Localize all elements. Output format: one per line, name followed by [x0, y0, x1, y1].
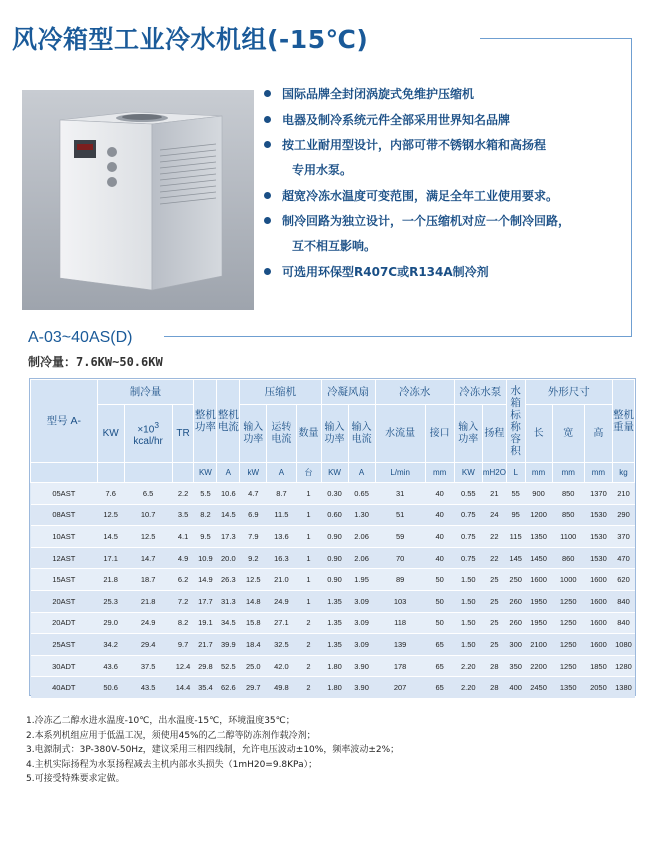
table-cell: 55 — [506, 483, 525, 505]
table-cell: 1 — [296, 526, 321, 548]
table-cell: 2.20 — [454, 677, 482, 699]
feature-text: 国际品牌全封闭涡旋式免维护压缩机 — [282, 87, 475, 101]
table-cell: 2.06 — [348, 526, 375, 548]
chiller-unit-image — [22, 90, 254, 310]
table-cell: 6.9 — [240, 504, 267, 526]
feature-text: 可选用环保型R407C或R134A制冷剂 — [282, 264, 489, 279]
model-cell: 15AST — [31, 569, 98, 591]
table-cell: 65 — [425, 655, 454, 677]
table-cell: 2.06 — [348, 547, 375, 569]
table-cell: 14.5 — [217, 504, 240, 526]
unit-cell: mm — [525, 463, 552, 483]
feature-item — [262, 112, 570, 128]
table-cell: 50 — [425, 569, 454, 591]
table-row — [31, 655, 635, 677]
table-cell: 40 — [425, 483, 454, 505]
table-cell: 18.4 — [240, 634, 267, 656]
table-cell: 1.35 — [321, 590, 348, 612]
table-cell: 3.90 — [348, 655, 375, 677]
subheader-pump-power: 输入功率 — [454, 405, 482, 463]
table-cell: 24 — [482, 504, 506, 526]
table-row — [31, 612, 635, 634]
table-cell: 28 — [482, 655, 506, 677]
unit-cell-empty — [31, 463, 98, 483]
table-row — [31, 526, 635, 548]
unit-cell: A — [348, 463, 375, 483]
model-cell: 08AST — [31, 504, 98, 526]
table-cell: 13.6 — [267, 526, 296, 548]
table-cell: 24.9 — [124, 612, 172, 634]
model-cell: 40ADT — [31, 677, 98, 699]
table-cell: 2 — [296, 655, 321, 677]
table-cell: 1380 — [612, 677, 634, 699]
subheader-length: 长 — [525, 405, 552, 463]
table-cell: 1850 — [584, 655, 612, 677]
feature-text: 电器及制冷系统元件全部采用世界知名品牌 — [282, 112, 511, 127]
table-cell: 260 — [506, 590, 525, 612]
table-cell: 25 — [482, 612, 506, 634]
table-cell: 0.75 — [454, 547, 482, 569]
unit-cell-empty — [172, 463, 194, 483]
subheader-kcal-unit: kcal/hr — [133, 436, 163, 448]
table-cell: 3.90 — [348, 677, 375, 699]
note-line: 5.可接受特殊要求定做。 — [26, 774, 125, 784]
table-cell: 2.2 — [172, 483, 194, 505]
table-cell: 14.8 — [240, 590, 267, 612]
spec-table-body — [31, 483, 635, 699]
note-line: 1.冷冻乙二醇水进水温度-10℃，出水温度-15℃，环境温度35℃； — [26, 716, 295, 726]
table-cell: 21.0 — [267, 569, 296, 591]
table-cell: 178 — [375, 655, 425, 677]
table-cell: 35.4 — [194, 677, 217, 699]
table-cell: 11.5 — [267, 504, 296, 526]
table-cell: 29.4 — [124, 634, 172, 656]
feature-item — [262, 213, 570, 254]
table-cell: 39.9 — [217, 634, 240, 656]
table-cell: 2100 — [525, 634, 552, 656]
table-cell: 29.8 — [194, 655, 217, 677]
model-cell: 20ADT — [31, 612, 98, 634]
table-cell: 1450 — [525, 547, 552, 569]
table-cell: 0.60 — [321, 504, 348, 526]
table-cell: 25 — [482, 634, 506, 656]
unit-cell: mm — [425, 463, 454, 483]
table-cell: 1530 — [584, 526, 612, 548]
table-cell: 70 — [375, 547, 425, 569]
table-cell: 7.9 — [240, 526, 267, 548]
note-line: 3.电源制式：3P-380V-50Hz，建议采用三相四线制，允许电压波动±10%，频率波动±2%； — [26, 745, 400, 755]
table-cell: 1.80 — [321, 677, 348, 699]
note-line: 4.主机实际扬程为水泵扬程减去主机内部水头损失（1mH20=9.8KPa）； — [26, 759, 318, 770]
table-cell: 0.65 — [348, 483, 375, 505]
subheader-comp-current: 运转电流 — [267, 405, 296, 463]
table-cell: 16.3 — [267, 547, 296, 569]
header-weight: 整机重量 — [612, 380, 634, 463]
table-cell: 1 — [296, 504, 321, 526]
table-cell: 43.5 — [124, 677, 172, 699]
table-cell: 290 — [612, 504, 634, 526]
bullet-icon — [264, 268, 271, 275]
table-cell: 1600 — [584, 634, 612, 656]
table-cell: 1.80 — [321, 655, 348, 677]
table-row — [31, 483, 635, 505]
subheader-width: 宽 — [552, 405, 584, 463]
feature-text: 制冷回路为独立设计，一个压缩机对应一个制冷回路， — [282, 214, 571, 228]
table-cell: 1 — [296, 483, 321, 505]
table-cell: 62.6 — [217, 677, 240, 699]
table-cell: 4.9 — [172, 547, 194, 569]
table-cell: 1600 — [584, 590, 612, 612]
table-cell: 89 — [375, 569, 425, 591]
table-cell: 1 — [296, 569, 321, 591]
unit-cell: mm — [584, 463, 612, 483]
table-row — [31, 547, 635, 569]
table-cell: 2200 — [525, 655, 552, 677]
table-cell: 0.30 — [321, 483, 348, 505]
unit-cell: KW — [454, 463, 482, 483]
frame-top-line — [480, 38, 632, 39]
spec-table-container — [29, 378, 636, 696]
table-cell: 25.0 — [240, 655, 267, 677]
table-cell: 25 — [482, 569, 506, 591]
table-row — [31, 634, 635, 656]
table-cell: 1600 — [584, 569, 612, 591]
table-row — [31, 569, 635, 591]
table-cell: 28 — [482, 677, 506, 699]
table-cell: 50.6 — [97, 677, 124, 699]
header-compressor: 压缩机 — [240, 380, 321, 405]
subheader-port: 接口 — [425, 405, 454, 463]
table-cell: 12.5 — [124, 526, 172, 548]
table-cell: 52.5 — [217, 655, 240, 677]
table-cell: 2 — [296, 677, 321, 699]
table-cell: 34.5 — [217, 612, 240, 634]
table-row — [31, 677, 635, 699]
table-cell: 1100 — [552, 526, 584, 548]
table-cell: 840 — [612, 612, 634, 634]
table-cell: 4.7 — [240, 483, 267, 505]
table-cell: 0.75 — [454, 526, 482, 548]
unit-cell: KW — [321, 463, 348, 483]
table-cell: 1350 — [525, 526, 552, 548]
table-cell: 0.90 — [321, 526, 348, 548]
table-cell: 42.0 — [267, 655, 296, 677]
table-cell: 118 — [375, 612, 425, 634]
table-cell: 17.1 — [97, 547, 124, 569]
table-cell: 2.20 — [454, 655, 482, 677]
table-cell: 10.7 — [124, 504, 172, 526]
table-cell: 1.50 — [454, 634, 482, 656]
model-cell: 20AST — [31, 590, 98, 612]
unit-cell: mH2O — [482, 463, 506, 483]
table-cell: 1250 — [552, 634, 584, 656]
table-cell: 1 — [296, 590, 321, 612]
table-cell: 1.50 — [454, 590, 482, 612]
subheader-height: 高 — [584, 405, 612, 463]
table-cell: 14.9 — [194, 569, 217, 591]
table-cell: 6.2 — [172, 569, 194, 591]
table-cell: 40 — [425, 547, 454, 569]
table-cell: 6.5 — [124, 483, 172, 505]
table-cell: 8.7 — [267, 483, 296, 505]
table-cell: 1600 — [525, 569, 552, 591]
table-cell: 20.0 — [217, 547, 240, 569]
table-cell: 1200 — [525, 504, 552, 526]
table-cell: 1530 — [584, 547, 612, 569]
table-cell: 1.35 — [321, 634, 348, 656]
table-cell: 210 — [612, 483, 634, 505]
table-cell: 260 — [506, 612, 525, 634]
table-cell: 12.5 — [240, 569, 267, 591]
frame-bottom-line — [164, 336, 632, 337]
table-cell: 3.09 — [348, 590, 375, 612]
table-cell: 1280 — [612, 655, 634, 677]
capacity-range: 制冷量：7.6KW~50.6KW — [28, 355, 163, 369]
model-cell: 05AST — [31, 483, 98, 505]
header-cooling: 制冷量 — [97, 380, 194, 405]
subheader-kcal-exp: 3 — [154, 419, 159, 430]
table-cell: 14.5 — [97, 526, 124, 548]
subheader-kw: KW — [97, 405, 124, 463]
table-cell: 300 — [506, 634, 525, 656]
table-cell: 1.30 — [348, 504, 375, 526]
table-cell: 1250 — [552, 655, 584, 677]
table-cell: 3.09 — [348, 612, 375, 634]
table-cell: 1.35 — [321, 612, 348, 634]
table-cell: 0.90 — [321, 547, 348, 569]
table-cell: 12.5 — [97, 504, 124, 526]
bullet-icon — [264, 116, 271, 123]
feature-text: 按工业耐用型设计，内部可带不锈钢水箱和高扬程 — [282, 138, 547, 152]
model-cell: 10AST — [31, 526, 98, 548]
subheader-fan-current: 输入电流 — [348, 405, 375, 463]
table-cell: 1.95 — [348, 569, 375, 591]
table-cell: 14.4 — [172, 677, 194, 699]
table-cell: 1.50 — [454, 569, 482, 591]
table-cell: 95 — [506, 504, 525, 526]
table-cell: 350 — [506, 655, 525, 677]
table-cell: 50 — [425, 612, 454, 634]
feature-item — [262, 137, 570, 178]
table-cell: 1600 — [584, 612, 612, 634]
header-current: 整机电流 — [217, 380, 240, 463]
header-model: 型号 A- — [31, 380, 98, 463]
notes — [26, 714, 399, 787]
table-cell: 2450 — [525, 677, 552, 699]
subheader-comp-power: 输入功率 — [240, 405, 267, 463]
table-cell: 19.1 — [194, 612, 217, 634]
bullet-icon — [264, 217, 271, 224]
table-cell: 40 — [425, 526, 454, 548]
table-cell: 103 — [375, 590, 425, 612]
header-fan: 冷凝风扇 — [321, 380, 375, 405]
unit-cell-empty — [124, 463, 172, 483]
table-cell: 43.6 — [97, 655, 124, 677]
table-cell: 37.5 — [124, 655, 172, 677]
table-cell: 1950 — [525, 590, 552, 612]
table-cell: 620 — [612, 569, 634, 591]
subheader-kcal — [124, 405, 172, 463]
unit-cell: 台 — [296, 463, 321, 483]
note-line: 2.本系列机组应用于低温工况，须使用45%的乙二醇等防冻剂作载冷剂； — [26, 730, 316, 741]
table-cell: 22 — [482, 526, 506, 548]
table-cell: 9.2 — [240, 547, 267, 569]
page-title: 风冷箱型工业冷水机组(-15℃) — [12, 25, 369, 54]
feature-text-continued: 专用水泵。 — [292, 163, 353, 177]
table-cell: 25.3 — [97, 590, 124, 612]
table-cell: 51 — [375, 504, 425, 526]
table-cell: 65 — [425, 634, 454, 656]
bullet-icon — [264, 192, 271, 199]
table-cell: 21 — [482, 483, 506, 505]
table-cell: 850 — [552, 483, 584, 505]
table-cell: 1370 — [584, 483, 612, 505]
table-cell: 14.7 — [124, 547, 172, 569]
table-cell: 1 — [296, 547, 321, 569]
unit-cell: KW — [194, 463, 217, 483]
table-cell: 139 — [375, 634, 425, 656]
table-row — [31, 590, 635, 612]
unit-cell: L — [506, 463, 525, 483]
table-cell: 3.09 — [348, 634, 375, 656]
table-cell: 207 — [375, 677, 425, 699]
feature-text-continued: 互不相互影响。 — [292, 239, 377, 253]
table-cell: 370 — [612, 526, 634, 548]
subheader-tr: TR — [172, 405, 194, 463]
unit-cell: A — [217, 463, 240, 483]
table-cell: 0.55 — [454, 483, 482, 505]
model-cell: 25AST — [31, 634, 98, 656]
table-cell: 21.8 — [124, 590, 172, 612]
table-cell: 59 — [375, 526, 425, 548]
unit-cell-empty — [97, 463, 124, 483]
table-cell: 50 — [425, 590, 454, 612]
model-range: A-03~40AS(D) — [28, 329, 133, 346]
table-cell: 1.50 — [454, 612, 482, 634]
table-cell: 470 — [612, 547, 634, 569]
subheader-pump-head: 扬程 — [482, 405, 506, 463]
table-cell: 40 — [425, 504, 454, 526]
subheader-fan-power: 输入功率 — [321, 405, 348, 463]
unit-cell: kg — [612, 463, 634, 483]
unit-cell: mm — [552, 463, 584, 483]
table-cell: 3.5 — [172, 504, 194, 526]
header-tank: 水箱标称容积 — [506, 380, 525, 463]
table-cell: 840 — [612, 590, 634, 612]
table-cell: 17.3 — [217, 526, 240, 548]
subheader-kcal-base: ×10 — [137, 424, 155, 436]
subheader-flow: 水流量 — [375, 405, 425, 463]
table-cell: 32.5 — [267, 634, 296, 656]
table-cell: 9.7 — [172, 634, 194, 656]
spec-table — [30, 379, 635, 699]
table-cell: 2 — [296, 634, 321, 656]
table-cell: 145 — [506, 547, 525, 569]
feature-item — [262, 264, 570, 280]
table-cell: 1250 — [552, 590, 584, 612]
unit-cell: kW — [240, 463, 267, 483]
table-cell: 2050 — [584, 677, 612, 699]
table-cell: 860 — [552, 547, 584, 569]
model-cell: 30ADT — [31, 655, 98, 677]
table-cell: 0.75 — [454, 504, 482, 526]
table-cell: 850 — [552, 504, 584, 526]
header-pump: 冷冻水泵 — [454, 380, 506, 405]
feature-list — [262, 86, 570, 289]
table-cell: 22 — [482, 547, 506, 569]
table-cell: 29.7 — [240, 677, 267, 699]
table-cell: 17.7 — [194, 590, 217, 612]
feature-text: 超宽冷冻水温度可变范围，满足全年工业使用要求。 — [282, 188, 559, 203]
table-cell: 1350 — [552, 677, 584, 699]
bullet-icon — [264, 141, 271, 148]
table-cell: 15.8 — [240, 612, 267, 634]
header-size: 外形尺寸 — [525, 380, 612, 405]
table-cell: 12.4 — [172, 655, 194, 677]
table-cell: 10.6 — [217, 483, 240, 505]
table-cell: 65 — [425, 677, 454, 699]
table-cell: 5.5 — [194, 483, 217, 505]
table-cell: 900 — [525, 483, 552, 505]
table-cell: 18.7 — [124, 569, 172, 591]
table-cell: 25 — [482, 590, 506, 612]
table-cell: 1000 — [552, 569, 584, 591]
table-cell: 21.7 — [194, 634, 217, 656]
table-cell: 115 — [506, 526, 525, 548]
table-cell: 1950 — [525, 612, 552, 634]
table-cell: 250 — [506, 569, 525, 591]
table-cell: 9.5 — [194, 526, 217, 548]
bullet-icon — [264, 90, 271, 97]
table-cell: 2 — [296, 612, 321, 634]
table-cell: 24.9 — [267, 590, 296, 612]
table-cell: 7.2 — [172, 590, 194, 612]
unit-cell: L/min — [375, 463, 425, 483]
unit-cell: A — [267, 463, 296, 483]
table-row — [31, 504, 635, 526]
table-cell: 26.3 — [217, 569, 240, 591]
model-cell: 12AST — [31, 547, 98, 569]
table-cell: 29.0 — [97, 612, 124, 634]
table-cell: 8.2 — [194, 504, 217, 526]
frame-right-line — [631, 38, 632, 336]
feature-item — [262, 86, 570, 102]
table-cell: 27.1 — [267, 612, 296, 634]
table-cell: 21.8 — [97, 569, 124, 591]
table-cell: 31.3 — [217, 590, 240, 612]
table-cell: 1530 — [584, 504, 612, 526]
table-cell: 7.6 — [97, 483, 124, 505]
table-cell: 10.9 — [194, 547, 217, 569]
feature-item — [262, 188, 570, 204]
table-cell: 34.2 — [97, 634, 124, 656]
table-cell: 1250 — [552, 612, 584, 634]
table-cell: 4.1 — [172, 526, 194, 548]
table-cell: 49.8 — [267, 677, 296, 699]
table-cell: 31 — [375, 483, 425, 505]
subheader-comp-qty: 数量 — [296, 405, 321, 463]
header-water: 冷冻水 — [375, 380, 454, 405]
table-cell: 0.90 — [321, 569, 348, 591]
header-power: 整机功率 — [194, 380, 217, 463]
table-cell: 1080 — [612, 634, 634, 656]
table-cell: 400 — [506, 677, 525, 699]
table-cell: 8.2 — [172, 612, 194, 634]
